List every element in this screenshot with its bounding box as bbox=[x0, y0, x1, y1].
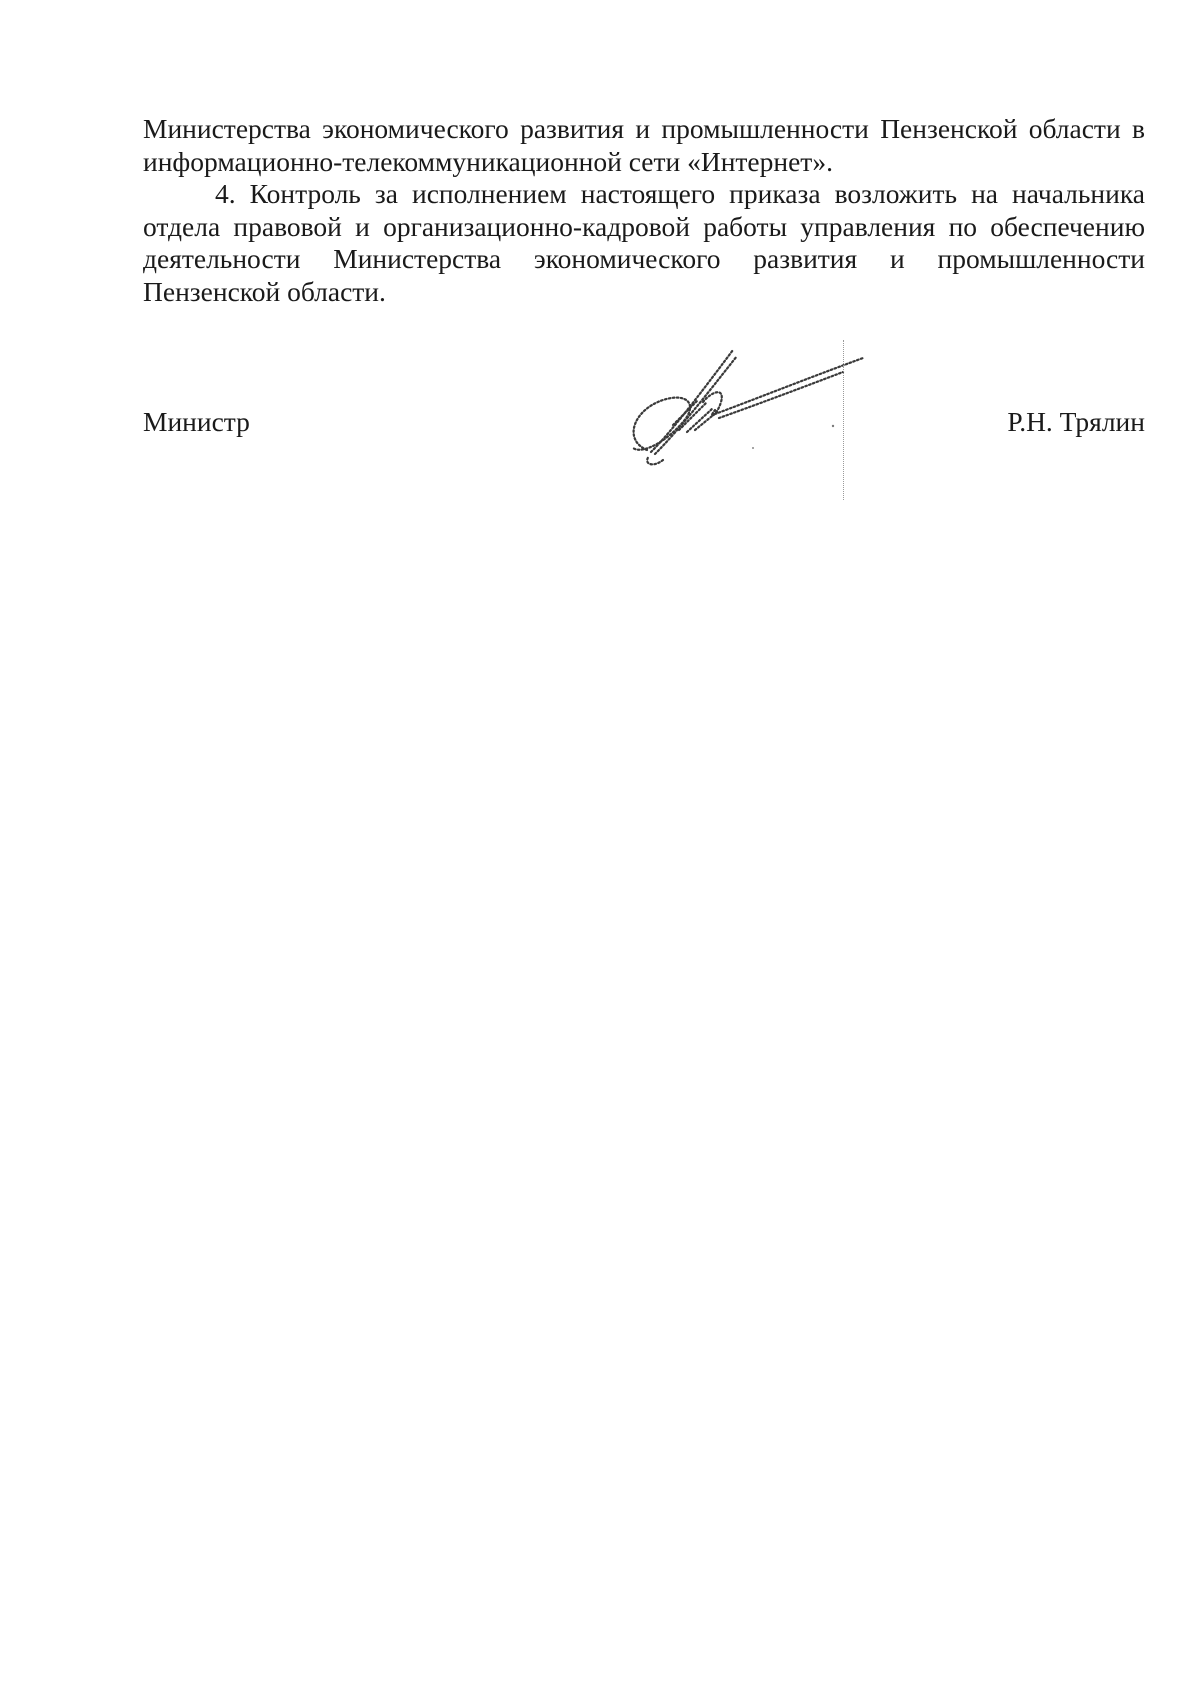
paragraph-continuation: Министерства экономического развития и промышленности Пензенской области в информационно-телекоммуникационной сети «Интернет». bbox=[143, 113, 1145, 177]
handwritten-signature-icon bbox=[603, 330, 983, 490]
signer-position: Министр bbox=[143, 406, 250, 437]
document-body bbox=[143, 113, 1145, 308]
signature-block bbox=[143, 330, 1145, 500]
paragraph-item-4: 4. Контроль за исполнением настоящего приказа возложить на начальника отдела правовой и организационно-кадровой работы управления по обеспечению деятельности Министерства экономического развития и промышленности Пензенской области. bbox=[143, 178, 1145, 307]
signer-name: Р.Н. Трялин bbox=[1007, 406, 1145, 437]
scan-divider-line bbox=[843, 340, 844, 500]
